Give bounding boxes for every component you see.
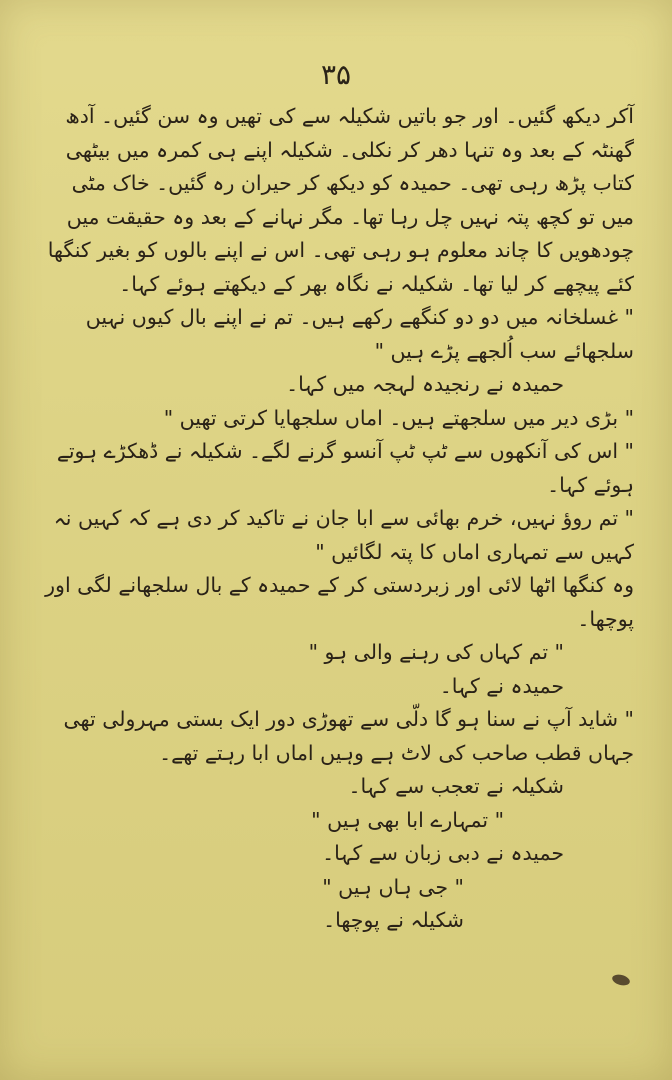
page-text <box>44 100 634 938</box>
paragraph: حمیدہ نے رنجیدہ لہجہ میں کہا۔ <box>286 372 564 396</box>
paragraph: وہ کنگھا اٹھا لائی اور زبردستی کر کے حمیدہ کے بال سلجھانے لگی اور پوچھا۔ <box>45 573 634 631</box>
paragraph: " تم کہاں کی رہنے والی ہو " <box>308 640 564 664</box>
paragraph: " تم روؤ نہیں، خرم بھائی سے ابا جان نے تاکید کر دی ہے کہ کہیں نہ کہیں سے تمہاری اماں کا پتہ لگائیں " <box>53 506 634 564</box>
paragraph: " غسلخانہ میں دو دو کنگھے رکھے ہیں۔ تم نے اپنے بال کیوں نہیں سلجھائے سب اُلجھے پڑے ہیں " <box>85 305 634 363</box>
paragraph: آکر دیکھ گئیں۔ اور جو باتیں شکیلہ سے کی تھیں وہ سن گئیں۔ آدھ گھنٹہ کے بعد وہ تنہا دھر کر نکلی۔ شکیلہ اپنے ہی کمرہ میں بیٹھی کتاب پڑھ رہی تھی۔ حمیدہ کو دیکھ کر حیران رہ گئیں۔ خاک مٹی میں تو کچھ پتہ نہیں چل رہا تھا۔ مگر نہانے کے بعد وہ حقیقت میں چودھویں کا چاند معلوم ہو رہی تھی۔ اس نے اپنے بالوں کو بغیر کنگھا کئے پیچھے کر لیا تھا۔ شکیلہ نے نگاہ بھر کے دیکھتے ہوئے کہا۔ <box>47 104 634 296</box>
paragraph: " شاید آپ نے سنا ہو گا دلّی سے تھوڑی دور ایک بستی مہرولی تھی جہاں قطب صاحب کی لاٹ ہے وہیں اماں ابا رہتے تھے۔ <box>63 707 634 765</box>
paragraph: " اس کی آنکھوں سے ٹپ ٹپ آنسو گرنے لگے۔ شکیلہ نے ڈھکڑے ہوتے ہوئے کہا۔ <box>56 439 634 497</box>
paragraph: حمیدہ نے دبی زبان سے کہا۔ <box>322 841 564 865</box>
paragraph: شکیلہ نے تعجب سے کہا۔ <box>348 774 564 798</box>
paragraph: " جی ہاں ہیں " <box>322 874 464 899</box>
paragraph: حمیدہ نے کہا۔ <box>439 673 564 698</box>
paragraph: " تمہارے ابا بھی ہیں " <box>311 807 504 832</box>
paragraph: شکیلہ نے پوچھا۔ <box>323 908 464 932</box>
paragraph: " بڑی دیر میں سلجھتے ہیں۔ اماں سلجھایا کرتی تھیں " <box>163 405 634 430</box>
ink-smudge <box>611 973 631 987</box>
page-number: ۳۵ <box>320 58 352 91</box>
